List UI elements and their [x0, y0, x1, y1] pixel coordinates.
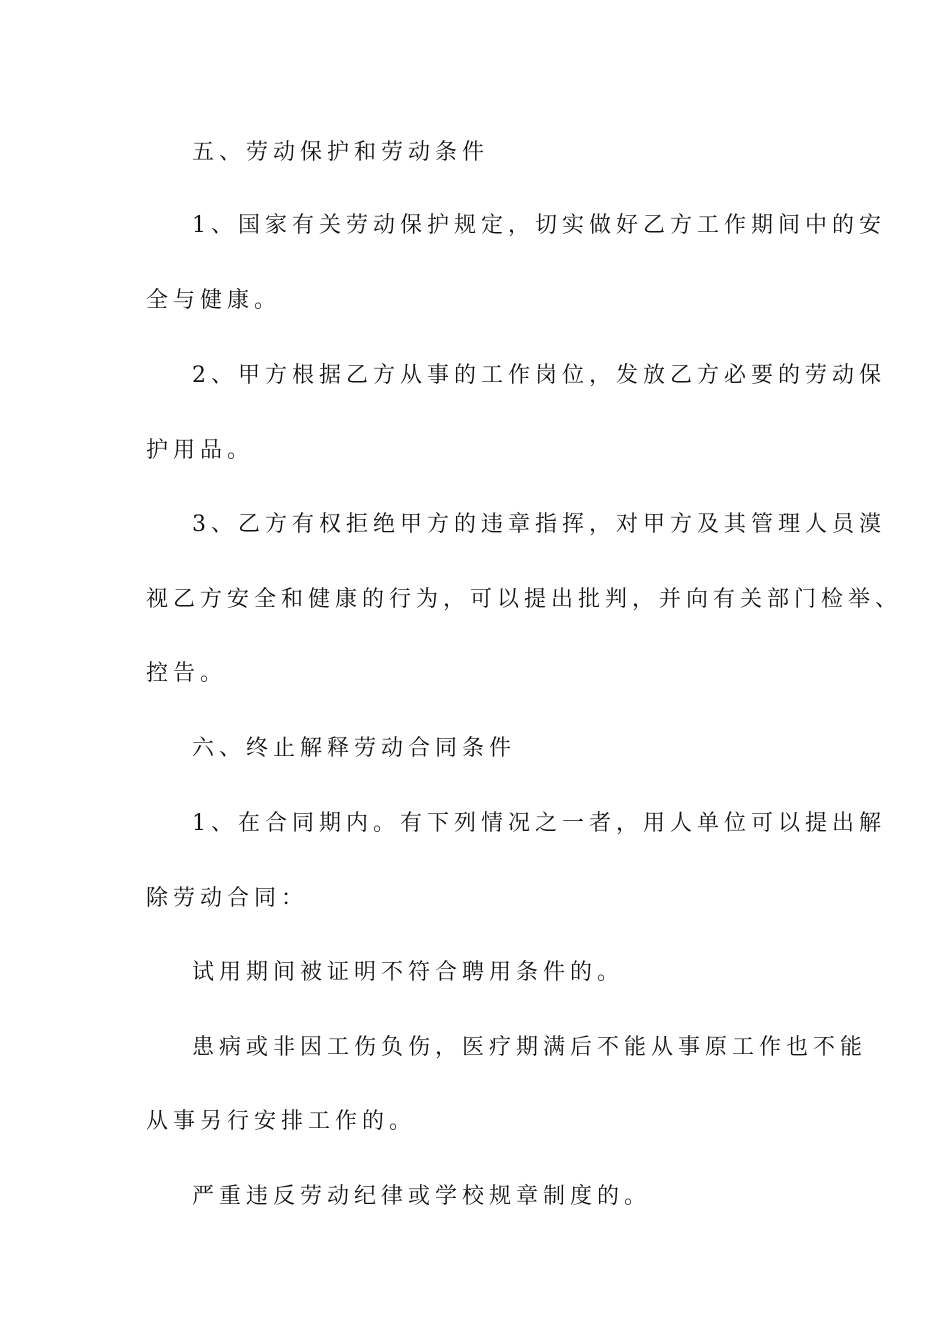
- section-6-case-3: 严重违反劳动纪律或学校规章制度的。: [192, 1184, 652, 1209]
- section-6-case-1: 试用期间被证明不符合聘用条件的。: [192, 960, 625, 985]
- section-5-item-2-line-2: 护用品。: [146, 438, 255, 463]
- section-5-item-3-line-1: 3、乙方有权拒绝甲方的违章指挥，对甲方及其管理人员漠: [192, 512, 886, 537]
- section-6-heading: 六、终止解释劳动合同条件: [192, 736, 517, 761]
- section-5-item-1-line-2: 全与健康。: [146, 288, 282, 313]
- section-5-item-1-line-1: 1、国家有关劳动保护规定，切实做好乙方工作期间中的安: [192, 213, 886, 238]
- section-5-item-3-line-2: 视乙方安全和健康的行为，可以提出批判，并向有关部门检举、: [146, 587, 903, 612]
- section-6-item-1-line-2: 除劳动合同：: [146, 886, 309, 911]
- section-5-item-2-line-1: 2、甲方根据乙方从事的工作岗位，发放乙方必要的劳动保: [192, 363, 886, 388]
- section-6-case-2-line-1: 患病或非因工伤负伤，医疗期满后不能从事原工作也不能: [192, 1035, 868, 1060]
- section-5-heading: 五、劳动保护和劳动条件: [192, 140, 490, 165]
- section-5-item-3-line-3: 控告。: [146, 661, 228, 686]
- section-6-case-2-line-2: 从事另行安排工作的。: [146, 1109, 417, 1134]
- section-6-item-1-line-1: 1、在合同期内。有下列情况之一者，用人单位可以提出解: [192, 811, 886, 836]
